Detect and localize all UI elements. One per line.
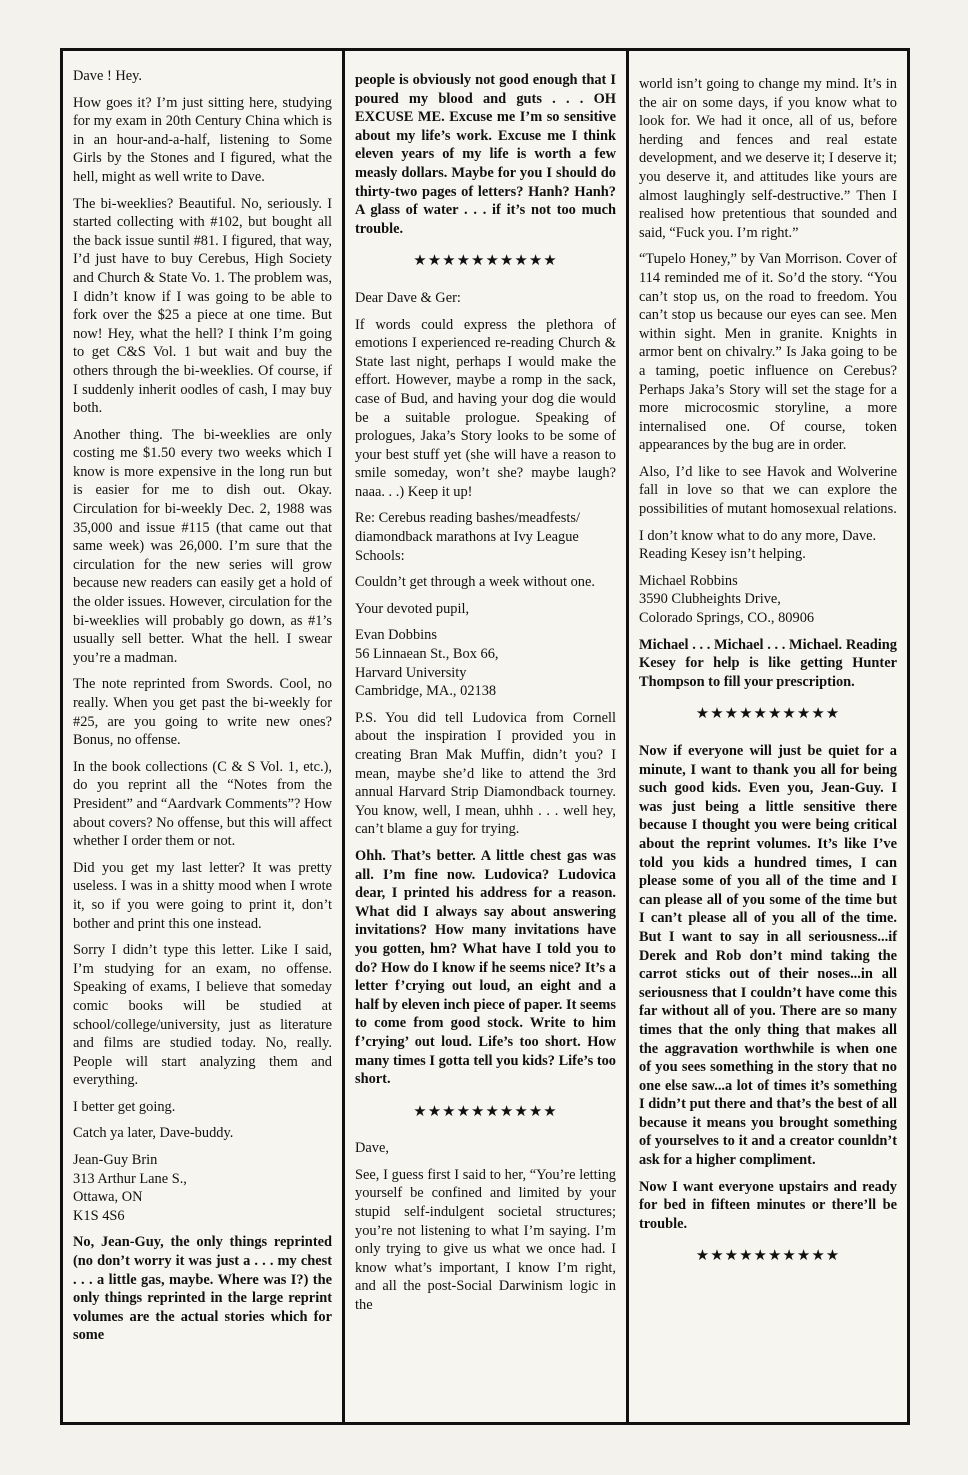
letter-paragraph: Also, I’d like to see Havok and Wolverine fall in love so that we can explore the possibilities of mutant homosexual relations. [639, 463, 897, 518]
letter-paragraph: I better get going. [73, 1098, 176, 1115]
star-divider: ★★★★★★★★★★ [413, 253, 558, 270]
letter-salutation: Dear Dave & Ger: [355, 289, 461, 306]
letter-paragraph: In the book collections (C & S Vol. 1, etc.), do you reprint all the “Notes from the President” and “Aardvark Comments”? How about covers? No offense, but this will affect whether I order them or not. [73, 758, 332, 850]
address-line: Jean-Guy Brin [73, 1152, 158, 1169]
address-line: Colorado Springs, CO., 80906 [639, 610, 815, 627]
letter-paragraph: Re: Cerebus reading bashes/meadfests/ diamondback marathons at Ivy League Schools: [355, 510, 580, 564]
letter-paragraph: “Tupelo Honey,” by Van Morrison. Cover of 114 reminded me of it. So’d the story. “You can’t stop us, on the road to freedom. You can’t stop us because our eyes can see. Men within sight. Men in granite. Knights in armor bent on chivalry.” Is Jaka going to be a taming, poetic influence on Cerebus? Perhaps Jaka’s Story will set the stage for a more microcosmic storyline, a more internalised one. Of course, token appearances by the bug are in order. [639, 251, 897, 454]
letter-paragraph: The note reprinted from Swords. Cool, no really. When you get past the bi-weekly for #25, are you going to write new ones? Bonus, no offense. [73, 676, 332, 749]
editor-reply: Ohh. That’s better. A little chest gas was all. I’m fine now. Ludovica? Ludovica dear, I printed his address for a reason. What did I always say about answering invitations? How many invitations have you gotten, hm? What have I told you to do? How do I know if he seems nice? It’s a letter f’crying out loud, an eight and a half by eleven inch piece of paper. It seems to come from good stock. Write to him f’crying’ out loud. Life’s too short. How many times I gotta tell you kids? Life’s too short. [355, 847, 616, 1088]
star-divider: ★★★★★★★★★★ [695, 1248, 841, 1265]
letter-paragraph: Another thing. The bi-weeklies are only costing me $1.50 every two weeks which I know is more expensive in the long run but is easier for me to dish out. Okay. Circulation for bi-weekly Dec. 2, 1988 was 35,000 and issue #115 (that came out that same week) was 26,000. I’m sure that the circulation for the new series will grow because new readers can easily get a hold of the older issues. However, circulation for the bi-weeklies will probably go down, as #1’s usually sell better. What the hell. I swear you’re a madman. [73, 426, 332, 666]
letter-paragraph: The bi-weeklies? Beautiful. No, seriously. I started collecting with #102, but bought all the back issue suntil #81. I figured, that way, I’d just have to buy Cerebus, High Society and Church & State Vo. 1. The problem was, I didn’t know if I was going to be able to fork over the $25 a piece at one time. But now! Hey, what the hell? I think I’m going to get C&S Vol. 1 but wait and buy the others through the bi-weeklies. Of course, if I suddenly inherit oodles of cash, I may buy both. [73, 195, 332, 417]
editor-closing-note: Now if everyone will just be quiet for a minute, I want to thank you all for being such good kids. Even you, Jean-Guy. I was just being a little sensitive there because I thought you were being critical about the reprint volumes. It’s like I’ve told you kids a hundred times, I can please some of you all of the time and I can please all of you some of the time but I can’t please all of you all of the time. But I want to say in all seriousness...if Derek and Rob don’t mind taking the carrot sticks out of their noses...in all seriousness that I couldn’t have come this far without all of you. There are so many times that the only thing that makes all the aggravation worthwhile is when one of you sees something in the story that no one else saw...a lot of times it’s something I didn’t put there and that’s the best of all because it means you brought something of yourselves to it and a creator counldn’t ask for a higher compliment. [639, 743, 897, 1169]
letter-greeting: Dave ! Hey. [73, 68, 142, 84]
address-line: 3590 Clubheights Drive, [639, 591, 781, 608]
letter-signoff: Catch ya later, Dave-buddy. [73, 1125, 234, 1142]
letter-signoff: Your devoted pupil, [355, 600, 470, 617]
letter-paragraph: How goes it? I’m just sitting here, studying for my exam in 20th Century China which is in an hour-and-a-half, listening to Some Girls by the Stones and I figured, what the hell, might as well write to Dave. [73, 94, 332, 185]
address-line: 56 Linnaean St., Box 66, [355, 646, 499, 663]
address-line: Evan Dobbins [355, 627, 437, 644]
letter-paragraph: world isn’t going to change my mind. It’s in the air on some days, if you know what to look for. We had it once, all of us, before herding and fences and real estate development, and we deserve it; I deserve it; you deserve it, and attitudes like yours are almost laughingly self-destructive.” Then I realised how pretentious that sounded and said, “Fuck you. I’m right.” [639, 76, 897, 241]
letter-paragraph: If words could express the plethora of emotions I experienced re-reading Church & State last night, perhaps I would make the effort. However, maybe a romp in the sack, case of Bud, and having your dog die would be a suitable prologue. Speaking of prologues, Jaka’s Story looks to be some of your best stuff yet (she will have a reason to smile someday, won’t she? maybe laugh? naaa. . .) Keep it up! [355, 316, 616, 500]
letter-paragraph: Sorry I didn’t type this letter. Like I said, I’m studying for an exam, no offense. Speaking of exams, I believe that someday comic books will be studied at school/college/university, just as literature and films are studied today. No, really. People will start analyzing them and everything. [73, 942, 332, 1089]
column-2 [345, 51, 629, 1422]
letters-page [60, 48, 910, 1425]
address-line: Michael Robbins [639, 572, 738, 589]
letter-postscript: P.S. You did tell Ludovica from Cornell about the inspiration I provided you in creating Bran Mak Muffin, didn’t you? I mean, maybe she’d like to attend the 3rd annual Harvard Strip Diamondback tourney. You know, well, I mean, uhhh . . . well hey, can’t blame a guy for trying. [355, 709, 616, 838]
address-line: K1S 4S6 [73, 1207, 125, 1224]
star-divider: ★★★★★★★★★★ [413, 1103, 558, 1120]
sender-address [73, 1151, 332, 1225]
letter-paragraph: See, I guess first I said to her, “You’re letting yourself be confined and limited by your stupid self-indulgent societal structures; you’re not listening to what I’m saying. I’m only trying to give us what we once had. I know what’s important, I know I’m right, and all the post-Social Darwinism logic in the [355, 1166, 616, 1314]
sender-address [639, 572, 897, 628]
letter-paragraph: Couldn’t get through a week without one. [355, 574, 595, 591]
letter-salutation: Dave, [355, 1140, 389, 1157]
editor-reply: Michael . . . Michael . . . Michael. Reading Kesey for help is like getting Hunter Thompson to fill your prescription. [639, 636, 897, 690]
editor-reply: No, Jean-Guy, the only things reprinted (no don’t worry it was just a . . . my chest . . . a little gas, maybe. Where was I?) the only things reprinted in the large reprint volumes are the actual stories which for some [73, 1234, 332, 1344]
address-line: 313 Arthur Lane S., [73, 1170, 187, 1187]
address-line: Harvard University [355, 664, 467, 681]
editor-reply-continued: people is obviously not good enough that I poured my blood and guts . . . OH EXCUSE ME. Excuse me I’m so sensitive about my life’s work. Excuse me I think eleven years of my life is worth a few measly dollars. Maybe for you I should do thirty-two pages of letters? Hanh? Hanh? A glass of water . . . if it’s not too much trouble. [355, 72, 616, 237]
sender-address [355, 626, 616, 700]
editor-closing-note: Now I want everyone upstairs and ready for bed in fifteen minutes or there’ll be trouble. [639, 1178, 897, 1232]
star-divider: ★★★★★★★★★★ [695, 706, 841, 723]
column-1 [63, 51, 345, 1422]
letter-paragraph: Did you get my last letter? It was pretty useless. I was in a shitty mood when I wrote it, so if you were going to print it, don’t bother and print this one instead. [73, 859, 332, 932]
address-line: Cambridge, MA., 02138 [355, 683, 497, 700]
column-3 [629, 51, 907, 1422]
address-line: Ottawa, ON [73, 1189, 143, 1206]
letter-paragraph: I don’t know what to do any more, Dave. Reading Kesey isn’t helping. [639, 527, 877, 563]
